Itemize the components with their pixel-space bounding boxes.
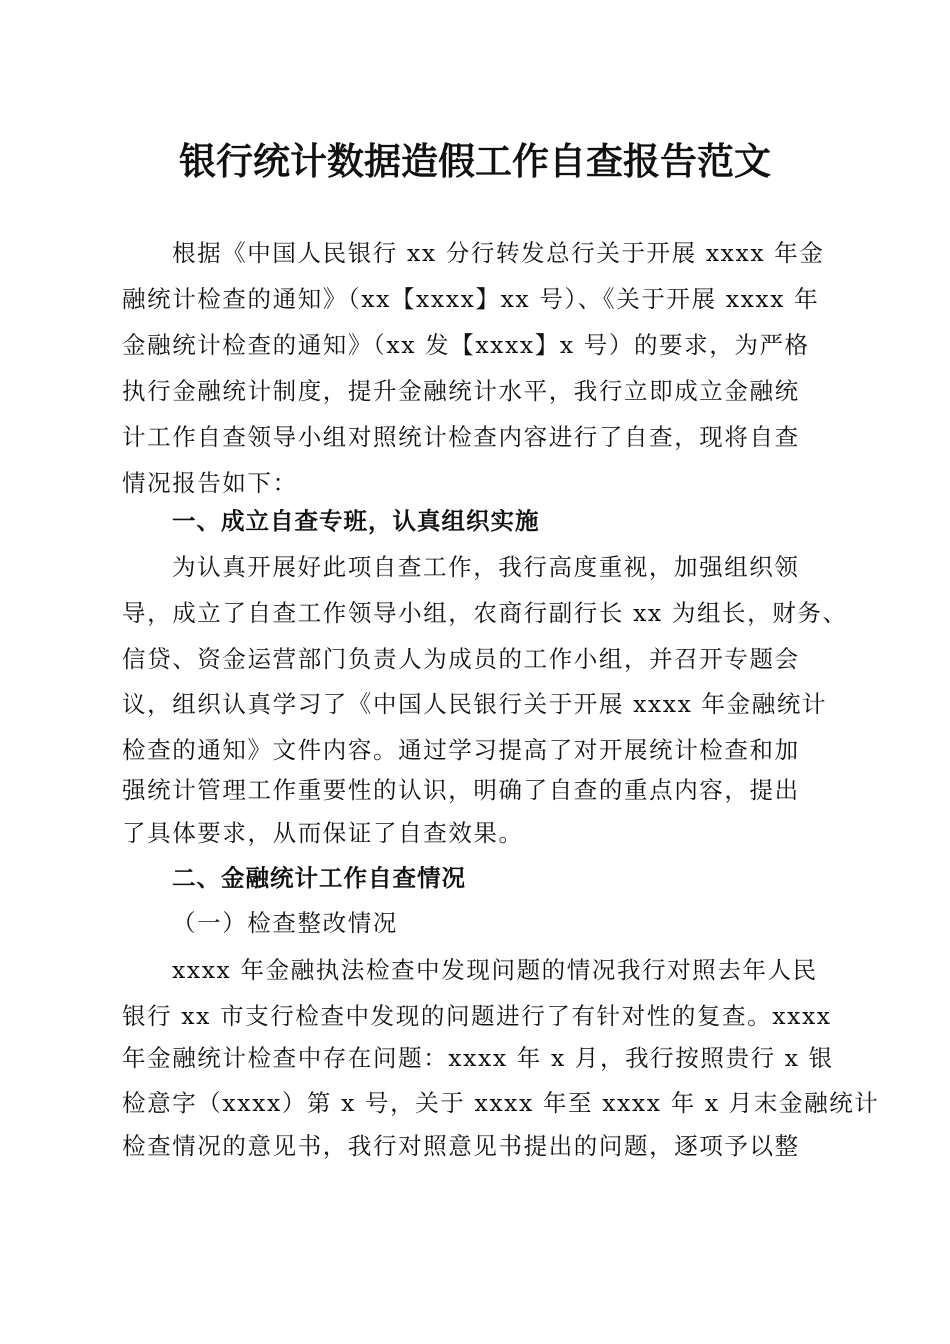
paragraph-line: 银行 xx 市支行检查中发现的问题进行了有针对性的复查。xxxx — [122, 1002, 832, 1030]
paragraph-line: 根据《中国人民银行 xx 分行转发总行关于开展 xxxx 年金 — [172, 239, 825, 267]
subsection-heading: （一）检查整改情况 — [172, 909, 398, 937]
paragraph-line: 信贷、资金运营部门负责人为成员的工作小组，并召开专题会 — [122, 645, 800, 673]
section-heading-1: 一、成立自查专班，认真组织实施 — [172, 507, 540, 535]
section-heading-2: 二、金融统计工作自查情况 — [172, 864, 466, 892]
paragraph-line: 执行金融统计制度，提升金融统计水平，我行立即成立金融统 — [122, 377, 800, 405]
paragraph-line: 导，成立了自查工作领导小组，农商行副行长 xx 为组长，财务、 — [122, 599, 848, 627]
paragraph-line: 融统计检查的通知》（xx【xxxx】xx 号）、《关于开展 xxxx 年 — [122, 285, 820, 313]
paragraph-line: 检查情况的意见书，我行对照意见书提出的问题，逐项予以整 — [122, 1132, 800, 1160]
paragraph-line: 情况报告如下： — [122, 469, 298, 497]
paragraph-line: 检查的通知》文件内容。通过学习提高了对开展统计检查和加 — [122, 736, 800, 764]
document-title: 银行统计数据造假工作自查报告范文 — [179, 139, 771, 183]
paragraph-line: 强统计管理工作重要性的认识，明确了自查的重点内容，提出 — [122, 776, 800, 804]
paragraph-line: 检意字（xxxx）第 x 号，关于 xxxx 年至 xxxx 年 x 月末金融统计 — [122, 1089, 880, 1117]
paragraph-line: 计工作自查领导小组对照统计检查内容进行了自查，现将自查 — [122, 423, 800, 451]
paragraph-line: 了具体要求，从而保证了自查效果。 — [122, 819, 524, 847]
paragraph-line: 为认真开展好此项自查工作，我行高度重视，加强组织领 — [172, 553, 800, 581]
paragraph-line: 议，组织认真学习了《中国人民银行关于开展 xxxx 年金融统计 — [122, 690, 828, 718]
paragraph-line: 金融统计检查的通知》（xx 发【xxxx】x 号）的要求，为严格 — [122, 331, 810, 359]
paragraph-line: 年金融统计检查中存在问题：xxxx 年 x 月，我行按照贵行 x 银 — [122, 1044, 834, 1072]
paragraph-line: xxxx 年金融执法检查中发现问题的情况我行对照去年人民 — [172, 956, 818, 984]
